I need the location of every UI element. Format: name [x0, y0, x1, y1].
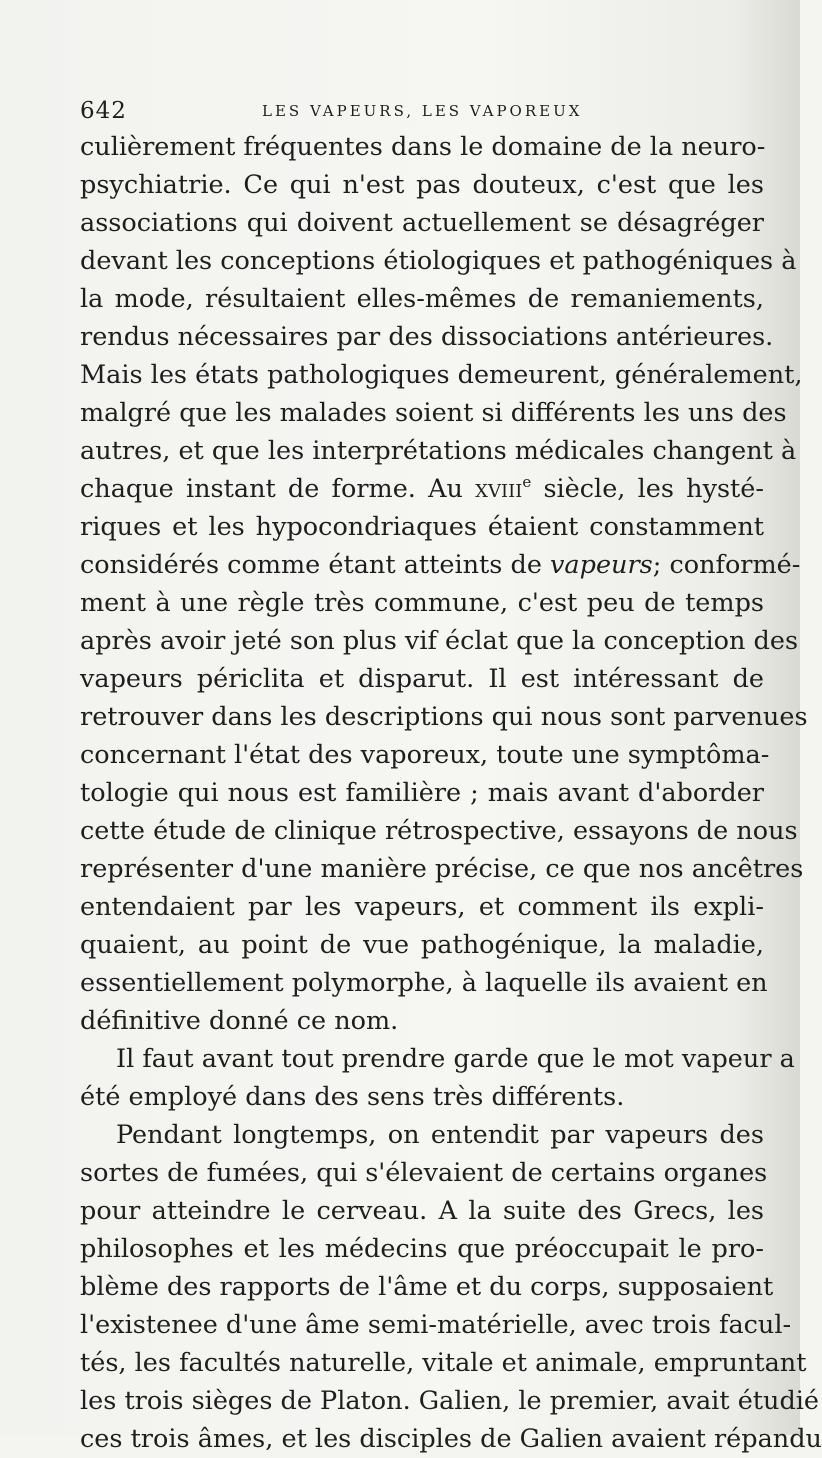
- text-line: les trois sièges de Platon. Galien, le premier, avait étudié: [80, 1386, 820, 1416]
- italic-word: vapeurs: [550, 550, 653, 580]
- text-line: vapeurs périclita et disparut. Il est intéressant de: [80, 664, 764, 694]
- text-line: après avoir jeté son plus vif éclat que la conception des: [80, 626, 799, 656]
- text-line: associations qui doivent actuellement se désagréger: [80, 208, 764, 238]
- text-line: tés, les facultés naturelle, vitale et animale, empruntant: [80, 1348, 807, 1378]
- text-line: malgré que les malades soient si différents les uns des: [80, 398, 787, 428]
- text-segment: ; conformé-: [652, 550, 801, 580]
- text-line: philosophes et les médecins que préoccupait le pro-: [80, 1234, 764, 1264]
- text-line: représenter d'une manière précise, ce que nos ancêtres: [80, 854, 804, 884]
- text-segment: siècle, les hysté-: [543, 474, 765, 504]
- text-line: psychiatrie. Ce qui n'est pas douteux, c'est que les: [80, 170, 764, 200]
- text-line: culièrement fréquentes dans le domaine de la neuro-: [80, 132, 766, 162]
- text-line: Mais les états pathologiques demeurent, généralement,: [80, 360, 803, 390]
- text-segment: considérés comme étant atteints de: [80, 550, 542, 580]
- text-line: ment à une règle très commune, c'est peu de temps: [80, 588, 764, 618]
- text-line-paragraph-end: définitive donné ce nom.: [80, 1006, 399, 1036]
- text-line: entendaient par les vapeurs, et comment ils expli-: [80, 892, 764, 922]
- text-line: essentiellement polymorphe, à laquelle ils avaient en: [80, 968, 768, 998]
- text-line: l'existenee d'une âme semi-matérielle, avec trois facul-: [80, 1310, 792, 1340]
- text-line: rendus nécessaires par des dissociations antérieures.: [80, 322, 774, 352]
- running-title: LES VAPEURS, LES VAPOREUX: [262, 102, 583, 120]
- text-line: la mode, résultaient elles-mêmes de remaniements,: [80, 284, 764, 314]
- text-line: riques et les hypocondriaques étaient constamment: [80, 512, 764, 542]
- text-line: ces trois âmes, et les disciples de Galien avaient répandu: [80, 1424, 822, 1454]
- text-line: cette étude de clinique rétrospective, essayons de nous: [80, 816, 798, 846]
- text-line-paragraph-start: Il faut avant tout prendre garde que le mot vapeur a: [116, 1044, 795, 1074]
- text-line-century: [80, 470, 764, 508]
- text-line: devant les conceptions étiologiques et pathogéniques à: [80, 246, 797, 276]
- text-line: quaient, au point de vue pathogénique, la maladie,: [80, 930, 764, 960]
- text-line: pour atteindre le cerveau. A la suite des Grecs, les: [80, 1196, 764, 1226]
- text-line: blème des rapports de l'âme et du corps, supposaient: [80, 1272, 774, 1302]
- text-line-paragraph-end: été employé dans des sens très différents.: [80, 1082, 625, 1112]
- text-line: concernant l'état des vaporeux, toute une symptôma-: [80, 740, 770, 770]
- text-line-italic: [80, 546, 801, 584]
- page-number: 642: [80, 98, 127, 124]
- text-line-paragraph-start: Pendant longtemps, on entendit par vapeurs des: [116, 1120, 764, 1150]
- text-line: autres, et que les interprétations médicales changent à: [80, 436, 797, 466]
- body-text: [80, 128, 822, 1458]
- text-line: tologie qui nous est familière ; mais avant d'aborder: [80, 778, 764, 808]
- century-superscript: e: [522, 473, 532, 491]
- text-line: sortes de fumées, qui s'élevaient de certains organes: [80, 1158, 768, 1188]
- text-line: retrouver dans les descriptions qui nous sont parvenues: [80, 702, 808, 732]
- text-segment: chaque instant de forme. Au: [80, 474, 463, 504]
- century-numeral: xviii: [475, 474, 523, 504]
